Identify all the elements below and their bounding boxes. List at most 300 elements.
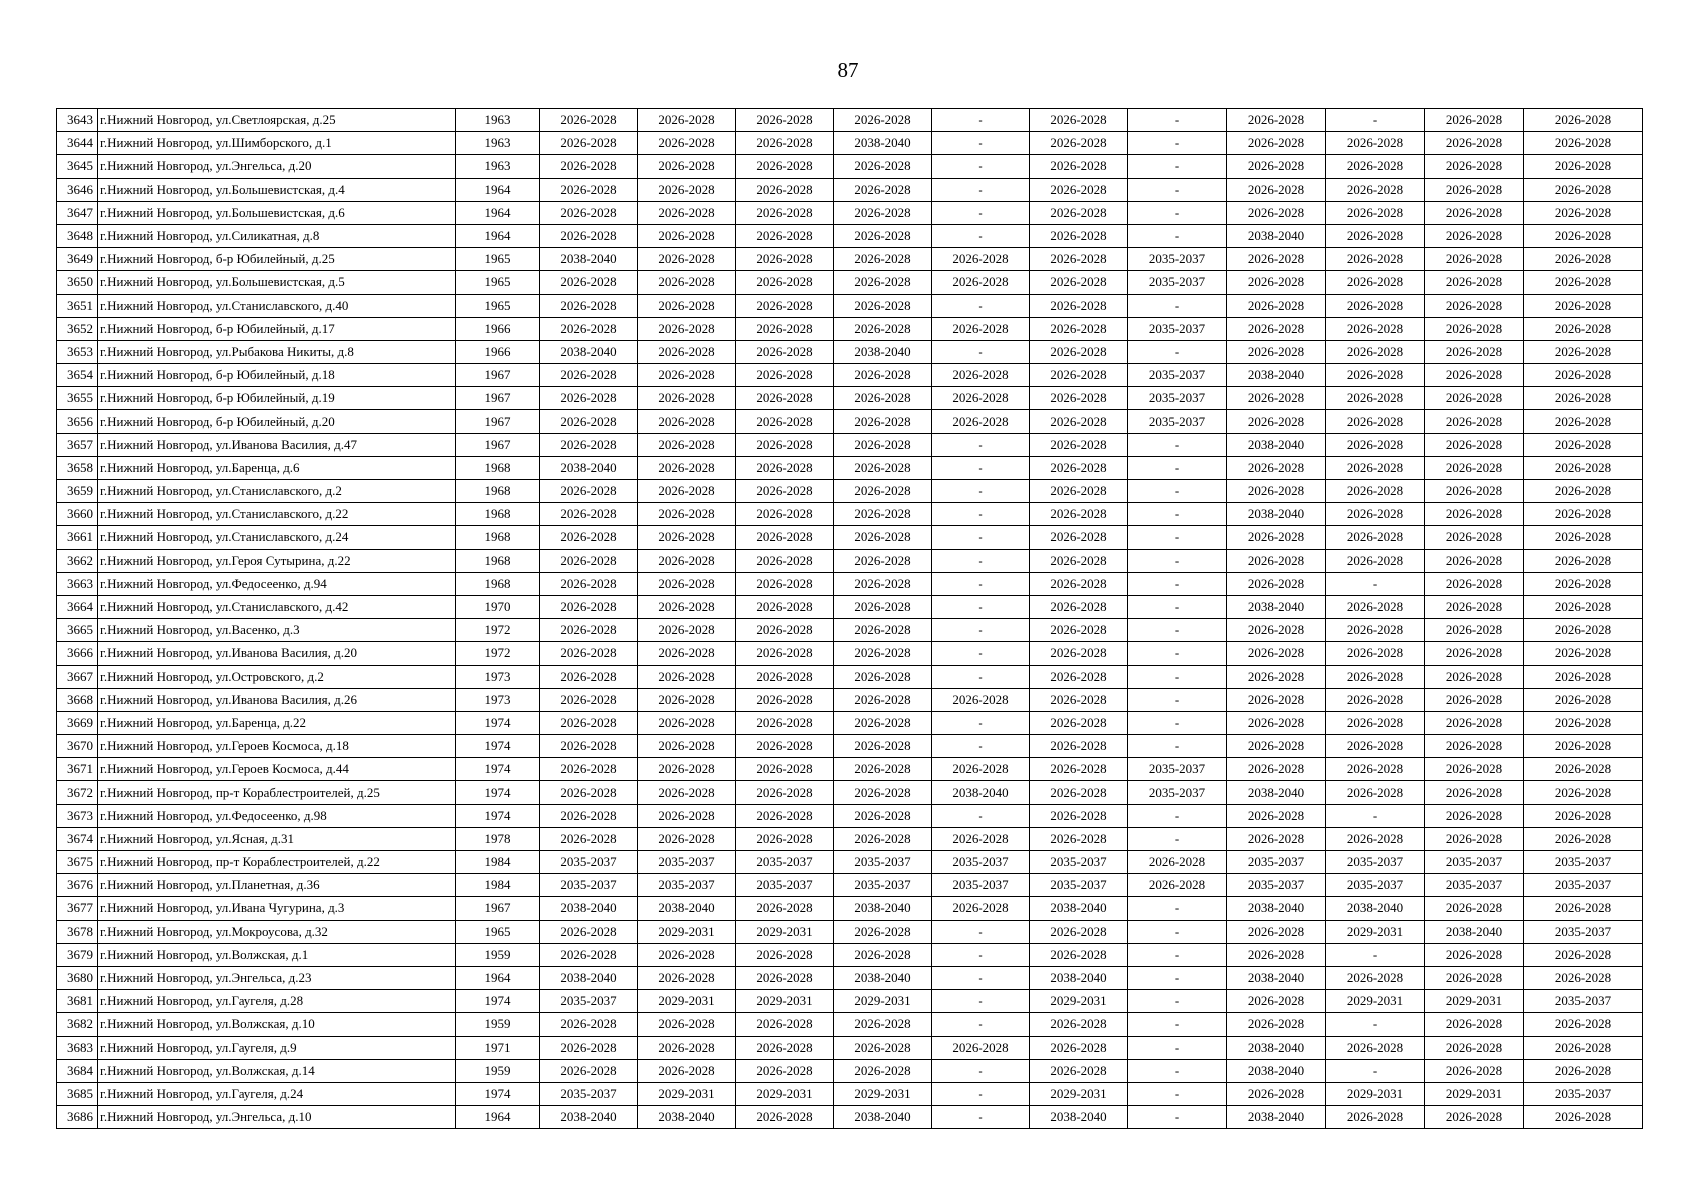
work-3-cell: 2026-2028 xyxy=(736,1106,834,1129)
work-10-cell: 2026-2028 xyxy=(1425,1059,1524,1082)
work-6-cell: 2026-2028 xyxy=(1030,920,1128,943)
work-4-cell: 2026-2028 xyxy=(834,294,932,317)
work-10-cell: 2026-2028 xyxy=(1425,480,1524,503)
row-number-cell: 3656 xyxy=(57,410,98,433)
row-number-cell: 3682 xyxy=(57,1013,98,1036)
work-9-cell: 2035-2037 xyxy=(1326,874,1425,897)
work-11-cell: 2035-2037 xyxy=(1524,1082,1643,1105)
work-9-cell: - xyxy=(1326,804,1425,827)
work-4-cell: 2026-2028 xyxy=(834,781,932,804)
work-10-cell: 2026-2028 xyxy=(1425,294,1524,317)
row-number-cell: 3657 xyxy=(57,433,98,456)
work-8-cell: 2026-2028 xyxy=(1227,549,1326,572)
work-8-cell: 2038-2040 xyxy=(1227,966,1326,989)
work-8-cell: 2026-2028 xyxy=(1227,990,1326,1013)
work-2-cell: 2038-2040 xyxy=(638,897,736,920)
address-cell: г.Нижний Новгород, б-р Юбилейный, д.18 xyxy=(98,364,456,387)
work-1-cell: 2026-2028 xyxy=(540,1013,638,1036)
work-10-cell: 2026-2028 xyxy=(1425,456,1524,479)
work-8-cell: 2035-2037 xyxy=(1227,874,1326,897)
work-11-cell: 2026-2028 xyxy=(1524,943,1643,966)
work-5-cell: - xyxy=(932,503,1030,526)
work-7-cell: - xyxy=(1128,642,1227,665)
work-4-cell: 2026-2028 xyxy=(834,665,932,688)
work-4-cell: 2038-2040 xyxy=(834,132,932,155)
work-4-cell: 2026-2028 xyxy=(834,549,932,572)
work-2-cell: 2026-2028 xyxy=(638,688,736,711)
work-5-cell: - xyxy=(932,456,1030,479)
work-7-cell: - xyxy=(1128,711,1227,734)
work-3-cell: 2026-2028 xyxy=(736,897,834,920)
work-6-cell: 2026-2028 xyxy=(1030,178,1128,201)
year-built-cell: 1964 xyxy=(456,966,540,989)
work-5-cell: 2026-2028 xyxy=(932,410,1030,433)
work-7-cell: 2035-2037 xyxy=(1128,364,1227,387)
work-10-cell: 2026-2028 xyxy=(1425,735,1524,758)
work-7-cell: - xyxy=(1128,943,1227,966)
table-row xyxy=(57,781,1643,804)
work-6-cell: 2026-2028 xyxy=(1030,271,1128,294)
table-row xyxy=(57,735,1643,758)
table-row xyxy=(57,178,1643,201)
table-row xyxy=(57,271,1643,294)
work-10-cell: 2026-2028 xyxy=(1425,1106,1524,1129)
work-11-cell: 2026-2028 xyxy=(1524,966,1643,989)
work-2-cell: 2026-2028 xyxy=(638,340,736,363)
table-row xyxy=(57,456,1643,479)
table-row xyxy=(57,132,1643,155)
work-1-cell: 2035-2037 xyxy=(540,990,638,1013)
year-built-cell: 1968 xyxy=(456,480,540,503)
work-8-cell: 2038-2040 xyxy=(1227,1106,1326,1129)
row-number-cell: 3649 xyxy=(57,248,98,271)
work-11-cell: 2035-2037 xyxy=(1524,920,1643,943)
work-11-cell: 2026-2028 xyxy=(1524,572,1643,595)
year-built-cell: 1974 xyxy=(456,1082,540,1105)
row-number-cell: 3680 xyxy=(57,966,98,989)
work-10-cell: 2026-2028 xyxy=(1425,804,1524,827)
work-4-cell: 2026-2028 xyxy=(834,526,932,549)
work-6-cell: 2026-2028 xyxy=(1030,804,1128,827)
table-row xyxy=(57,665,1643,688)
work-4-cell: 2026-2028 xyxy=(834,920,932,943)
work-2-cell: 2026-2028 xyxy=(638,456,736,479)
work-10-cell: 2026-2028 xyxy=(1425,966,1524,989)
work-4-cell: 2026-2028 xyxy=(834,758,932,781)
work-3-cell: 2026-2028 xyxy=(736,966,834,989)
work-2-cell: 2026-2028 xyxy=(638,595,736,618)
work-2-cell: 2026-2028 xyxy=(638,480,736,503)
work-3-cell: 2026-2028 xyxy=(736,132,834,155)
work-3-cell: 2026-2028 xyxy=(736,317,834,340)
work-9-cell: 2026-2028 xyxy=(1326,735,1425,758)
work-7-cell: - xyxy=(1128,549,1227,572)
year-built-cell: 1974 xyxy=(456,711,540,734)
work-9-cell: 2035-2037 xyxy=(1326,851,1425,874)
work-11-cell: 2026-2028 xyxy=(1524,711,1643,734)
table-row xyxy=(57,1036,1643,1059)
work-5-cell: 2038-2040 xyxy=(932,781,1030,804)
work-3-cell: 2026-2028 xyxy=(736,572,834,595)
work-1-cell: 2035-2037 xyxy=(540,851,638,874)
address-cell: г.Нижний Новгород, б-р Юбилейный, д.19 xyxy=(98,387,456,410)
work-5-cell: - xyxy=(932,294,1030,317)
address-cell: г.Нижний Новгород, ул.Васенко, д.3 xyxy=(98,619,456,642)
work-3-cell: 2026-2028 xyxy=(736,387,834,410)
table-row xyxy=(57,1082,1643,1105)
work-4-cell: 2035-2037 xyxy=(834,851,932,874)
year-built-cell: 1972 xyxy=(456,619,540,642)
work-7-cell: 2026-2028 xyxy=(1128,851,1227,874)
work-4-cell: 2026-2028 xyxy=(834,109,932,132)
work-2-cell: 2029-2031 xyxy=(638,1082,736,1105)
work-6-cell: 2038-2040 xyxy=(1030,897,1128,920)
work-9-cell: 2029-2031 xyxy=(1326,990,1425,1013)
work-11-cell: 2026-2028 xyxy=(1524,410,1643,433)
work-4-cell: 2035-2037 xyxy=(834,874,932,897)
work-11-cell: 2026-2028 xyxy=(1524,595,1643,618)
work-4-cell: 2038-2040 xyxy=(834,897,932,920)
work-7-cell: - xyxy=(1128,201,1227,224)
work-11-cell: 2035-2037 xyxy=(1524,874,1643,897)
work-5-cell: 2035-2037 xyxy=(932,851,1030,874)
year-built-cell: 1959 xyxy=(456,1013,540,1036)
year-built-cell: 1970 xyxy=(456,595,540,618)
work-5-cell: - xyxy=(932,549,1030,572)
work-4-cell: 2026-2028 xyxy=(834,433,932,456)
work-11-cell: 2026-2028 xyxy=(1524,155,1643,178)
work-6-cell: 2026-2028 xyxy=(1030,317,1128,340)
table-row xyxy=(57,711,1643,734)
work-9-cell: 2029-2031 xyxy=(1326,1082,1425,1105)
work-4-cell: 2038-2040 xyxy=(834,340,932,363)
work-6-cell: 2026-2028 xyxy=(1030,1059,1128,1082)
work-2-cell: 2026-2028 xyxy=(638,781,736,804)
work-3-cell: 2026-2028 xyxy=(736,549,834,572)
address-cell: г.Нижний Новгород, ул.Станиславского, д.24 xyxy=(98,526,456,549)
work-6-cell: 2026-2028 xyxy=(1030,503,1128,526)
work-10-cell: 2026-2028 xyxy=(1425,224,1524,247)
year-built-cell: 1968 xyxy=(456,572,540,595)
year-built-cell: 1965 xyxy=(456,248,540,271)
work-10-cell: 2026-2028 xyxy=(1425,688,1524,711)
work-7-cell: 2035-2037 xyxy=(1128,317,1227,340)
work-11-cell: 2026-2028 xyxy=(1524,1013,1643,1036)
work-3-cell: 2026-2028 xyxy=(736,155,834,178)
address-cell: г.Нижний Новгород, ул.Ясная, д.31 xyxy=(98,827,456,850)
work-3-cell: 2026-2028 xyxy=(736,781,834,804)
work-4-cell: 2026-2028 xyxy=(834,1059,932,1082)
year-built-cell: 1967 xyxy=(456,433,540,456)
row-number-cell: 3666 xyxy=(57,642,98,665)
year-built-cell: 1963 xyxy=(456,155,540,178)
work-11-cell: 2026-2028 xyxy=(1524,503,1643,526)
work-4-cell: 2026-2028 xyxy=(834,410,932,433)
work-2-cell: 2035-2037 xyxy=(638,874,736,897)
work-5-cell: 2035-2037 xyxy=(932,874,1030,897)
work-4-cell: 2026-2028 xyxy=(834,248,932,271)
work-7-cell: - xyxy=(1128,155,1227,178)
work-11-cell: 2026-2028 xyxy=(1524,178,1643,201)
address-cell: г.Нижний Новгород, ул.Волжская, д.14 xyxy=(98,1059,456,1082)
row-number-cell: 3652 xyxy=(57,317,98,340)
work-2-cell: 2026-2028 xyxy=(638,1059,736,1082)
work-4-cell: 2026-2028 xyxy=(834,827,932,850)
work-5-cell: - xyxy=(932,665,1030,688)
work-7-cell: - xyxy=(1128,990,1227,1013)
work-8-cell: 2026-2028 xyxy=(1227,1082,1326,1105)
row-number-cell: 3645 xyxy=(57,155,98,178)
row-number-cell: 3643 xyxy=(57,109,98,132)
table-row xyxy=(57,851,1643,874)
work-8-cell: 2038-2040 xyxy=(1227,595,1326,618)
work-3-cell: 2026-2028 xyxy=(736,178,834,201)
year-built-cell: 1971 xyxy=(456,1036,540,1059)
row-number-cell: 3673 xyxy=(57,804,98,827)
work-10-cell: 2026-2028 xyxy=(1425,943,1524,966)
work-9-cell: 2026-2028 xyxy=(1326,619,1425,642)
work-3-cell: 2026-2028 xyxy=(736,433,834,456)
table-row xyxy=(57,433,1643,456)
work-1-cell: 2026-2028 xyxy=(540,827,638,850)
address-cell: г.Нижний Новгород, ул.Гаугеля, д.9 xyxy=(98,1036,456,1059)
work-4-cell: 2026-2028 xyxy=(834,317,932,340)
row-number-cell: 3644 xyxy=(57,132,98,155)
work-7-cell: - xyxy=(1128,1036,1227,1059)
work-11-cell: 2026-2028 xyxy=(1524,224,1643,247)
work-3-cell: 2029-2031 xyxy=(736,1082,834,1105)
work-6-cell: 2029-2031 xyxy=(1030,1082,1128,1105)
work-11-cell: 2026-2028 xyxy=(1524,480,1643,503)
row-number-cell: 3681 xyxy=(57,990,98,1013)
work-8-cell: 2026-2028 xyxy=(1227,827,1326,850)
work-1-cell: 2026-2028 xyxy=(540,178,638,201)
year-built-cell: 1974 xyxy=(456,758,540,781)
work-6-cell: 2035-2037 xyxy=(1030,851,1128,874)
work-1-cell: 2038-2040 xyxy=(540,248,638,271)
year-built-cell: 1967 xyxy=(456,364,540,387)
work-11-cell: 2026-2028 xyxy=(1524,248,1643,271)
work-3-cell: 2026-2028 xyxy=(736,1036,834,1059)
table-row xyxy=(57,897,1643,920)
work-9-cell: 2026-2028 xyxy=(1326,178,1425,201)
work-2-cell: 2026-2028 xyxy=(638,827,736,850)
work-1-cell: 2026-2028 xyxy=(540,711,638,734)
work-5-cell: - xyxy=(932,943,1030,966)
work-11-cell: 2026-2028 xyxy=(1524,132,1643,155)
work-1-cell: 2026-2028 xyxy=(540,109,638,132)
table-row xyxy=(57,642,1643,665)
row-number-cell: 3654 xyxy=(57,364,98,387)
work-8-cell: 2026-2028 xyxy=(1227,456,1326,479)
work-7-cell: - xyxy=(1128,526,1227,549)
work-4-cell: 2026-2028 xyxy=(834,642,932,665)
work-10-cell: 2026-2028 xyxy=(1425,781,1524,804)
work-2-cell: 2026-2028 xyxy=(638,711,736,734)
work-10-cell: 2026-2028 xyxy=(1425,248,1524,271)
work-10-cell: 2026-2028 xyxy=(1425,1036,1524,1059)
work-10-cell: 2026-2028 xyxy=(1425,758,1524,781)
work-2-cell: 2026-2028 xyxy=(638,155,736,178)
address-cell: г.Нижний Новгород, ул.Станиславского, д.2 xyxy=(98,480,456,503)
work-6-cell: 2026-2028 xyxy=(1030,549,1128,572)
work-2-cell: 2029-2031 xyxy=(638,990,736,1013)
address-cell: г.Нижний Новгород, ул.Героев Космоса, д.18 xyxy=(98,735,456,758)
row-number-cell: 3670 xyxy=(57,735,98,758)
address-cell: г.Нижний Новгород, ул.Рыбакова Никиты, д.8 xyxy=(98,340,456,363)
work-1-cell: 2026-2028 xyxy=(540,526,638,549)
work-6-cell: 2026-2028 xyxy=(1030,711,1128,734)
work-2-cell: 2026-2028 xyxy=(638,1036,736,1059)
work-11-cell: 2026-2028 xyxy=(1524,1036,1643,1059)
work-9-cell: 2026-2028 xyxy=(1326,364,1425,387)
work-5-cell: - xyxy=(932,526,1030,549)
work-1-cell: 2038-2040 xyxy=(540,1106,638,1129)
work-9-cell: 2026-2028 xyxy=(1326,1036,1425,1059)
table-row xyxy=(57,480,1643,503)
work-8-cell: 2026-2028 xyxy=(1227,340,1326,363)
work-3-cell: 2026-2028 xyxy=(736,410,834,433)
address-cell: г.Нижний Новгород, ул.Мокроусова, д.32 xyxy=(98,920,456,943)
work-1-cell: 2026-2028 xyxy=(540,433,638,456)
work-5-cell: - xyxy=(932,178,1030,201)
address-cell: г.Нижний Новгород, ул.Станиславского, д.40 xyxy=(98,294,456,317)
work-5-cell: - xyxy=(932,224,1030,247)
address-cell: г.Нижний Новгород, ул.Гаугеля, д.24 xyxy=(98,1082,456,1105)
work-9-cell: 2038-2040 xyxy=(1326,897,1425,920)
table-row xyxy=(57,804,1643,827)
work-5-cell: 2026-2028 xyxy=(932,271,1030,294)
work-3-cell: 2035-2037 xyxy=(736,851,834,874)
work-7-cell: 2026-2028 xyxy=(1128,874,1227,897)
work-1-cell: 2038-2040 xyxy=(540,966,638,989)
work-6-cell: 2026-2028 xyxy=(1030,109,1128,132)
work-7-cell: - xyxy=(1128,920,1227,943)
year-built-cell: 1965 xyxy=(456,271,540,294)
work-11-cell: 2035-2037 xyxy=(1524,851,1643,874)
work-1-cell: 2026-2028 xyxy=(540,294,638,317)
work-9-cell: 2026-2028 xyxy=(1326,549,1425,572)
year-built-cell: 1963 xyxy=(456,109,540,132)
work-3-cell: 2026-2028 xyxy=(736,1059,834,1082)
work-10-cell: 2026-2028 xyxy=(1425,897,1524,920)
work-11-cell: 2026-2028 xyxy=(1524,387,1643,410)
work-11-cell: 2026-2028 xyxy=(1524,201,1643,224)
address-cell: г.Нижний Новгород, ул.Иванова Василия, д.47 xyxy=(98,433,456,456)
address-cell: г.Нижний Новгород, б-р Юбилейный, д.25 xyxy=(98,248,456,271)
work-6-cell: 2026-2028 xyxy=(1030,572,1128,595)
work-3-cell: 2035-2037 xyxy=(736,874,834,897)
address-cell: г.Нижний Новгород, пр-т Кораблестроителей, д.22 xyxy=(98,851,456,874)
work-1-cell: 2035-2037 xyxy=(540,874,638,897)
work-4-cell: 2026-2028 xyxy=(834,1036,932,1059)
work-2-cell: 2026-2028 xyxy=(638,966,736,989)
work-11-cell: 2026-2028 xyxy=(1524,294,1643,317)
work-2-cell: 2026-2028 xyxy=(638,943,736,966)
page-number: 87 xyxy=(837,58,859,82)
work-5-cell: 2026-2028 xyxy=(932,897,1030,920)
work-10-cell: 2035-2037 xyxy=(1425,851,1524,874)
work-5-cell: - xyxy=(932,155,1030,178)
table-row xyxy=(57,619,1643,642)
work-9-cell: 2026-2028 xyxy=(1326,410,1425,433)
work-2-cell: 2026-2028 xyxy=(638,271,736,294)
work-5-cell: - xyxy=(932,1059,1030,1082)
work-4-cell: 2026-2028 xyxy=(834,943,932,966)
work-9-cell: - xyxy=(1326,109,1425,132)
work-4-cell: 2026-2028 xyxy=(834,595,932,618)
work-10-cell: 2026-2028 xyxy=(1425,549,1524,572)
work-11-cell: 2026-2028 xyxy=(1524,781,1643,804)
work-5-cell: 2026-2028 xyxy=(932,364,1030,387)
address-cell: г.Нижний Новгород, ул.Станиславского, д.42 xyxy=(98,595,456,618)
address-cell: г.Нижний Новгород, ул.Энгельса, д.20 xyxy=(98,155,456,178)
work-2-cell: 2026-2028 xyxy=(638,526,736,549)
work-3-cell: 2026-2028 xyxy=(736,619,834,642)
work-9-cell: 2026-2028 xyxy=(1326,271,1425,294)
work-5-cell: - xyxy=(932,480,1030,503)
work-5-cell: - xyxy=(932,109,1030,132)
work-6-cell: 2026-2028 xyxy=(1030,735,1128,758)
work-2-cell: 2038-2040 xyxy=(638,1106,736,1129)
work-8-cell: 2026-2028 xyxy=(1227,480,1326,503)
work-7-cell: - xyxy=(1128,966,1227,989)
table-row xyxy=(57,1106,1643,1129)
work-9-cell: 2026-2028 xyxy=(1326,1106,1425,1129)
work-2-cell: 2026-2028 xyxy=(638,1013,736,1036)
work-5-cell: - xyxy=(932,619,1030,642)
address-cell: г.Нижний Новгород, ул.Федосеенко, д.98 xyxy=(98,804,456,827)
work-5-cell: - xyxy=(932,1082,1030,1105)
work-1-cell: 2026-2028 xyxy=(540,735,638,758)
work-6-cell: 2026-2028 xyxy=(1030,827,1128,850)
row-number-cell: 3667 xyxy=(57,665,98,688)
work-3-cell: 2026-2028 xyxy=(736,1013,834,1036)
work-8-cell: 2026-2028 xyxy=(1227,294,1326,317)
work-11-cell: 2026-2028 xyxy=(1524,340,1643,363)
work-3-cell: 2026-2028 xyxy=(736,735,834,758)
address-cell: г.Нижний Новгород, ул.Большевистская, д.4 xyxy=(98,178,456,201)
work-5-cell: 2026-2028 xyxy=(932,688,1030,711)
year-built-cell: 1964 xyxy=(456,224,540,247)
work-2-cell: 2026-2028 xyxy=(638,804,736,827)
work-11-cell: 2026-2028 xyxy=(1524,758,1643,781)
table-row xyxy=(57,920,1643,943)
table-row xyxy=(57,874,1643,897)
work-5-cell: - xyxy=(932,990,1030,1013)
work-7-cell: - xyxy=(1128,456,1227,479)
work-5-cell: - xyxy=(932,433,1030,456)
work-5-cell: 2026-2028 xyxy=(932,317,1030,340)
work-9-cell: - xyxy=(1326,1013,1425,1036)
work-4-cell: 2029-2031 xyxy=(834,1082,932,1105)
work-11-cell: 2026-2028 xyxy=(1524,735,1643,758)
work-1-cell: 2026-2028 xyxy=(540,387,638,410)
work-10-cell: 2029-2031 xyxy=(1425,1082,1524,1105)
work-8-cell: 2035-2037 xyxy=(1227,851,1326,874)
work-7-cell: - xyxy=(1128,1106,1227,1129)
work-8-cell: 2038-2040 xyxy=(1227,897,1326,920)
work-10-cell: 2026-2028 xyxy=(1425,109,1524,132)
work-7-cell: - xyxy=(1128,433,1227,456)
work-8-cell: 2026-2028 xyxy=(1227,526,1326,549)
work-11-cell: 2026-2028 xyxy=(1524,688,1643,711)
work-4-cell: 2026-2028 xyxy=(834,224,932,247)
table-row xyxy=(57,943,1643,966)
year-built-cell: 1968 xyxy=(456,526,540,549)
work-3-cell: 2026-2028 xyxy=(736,526,834,549)
work-7-cell: - xyxy=(1128,224,1227,247)
